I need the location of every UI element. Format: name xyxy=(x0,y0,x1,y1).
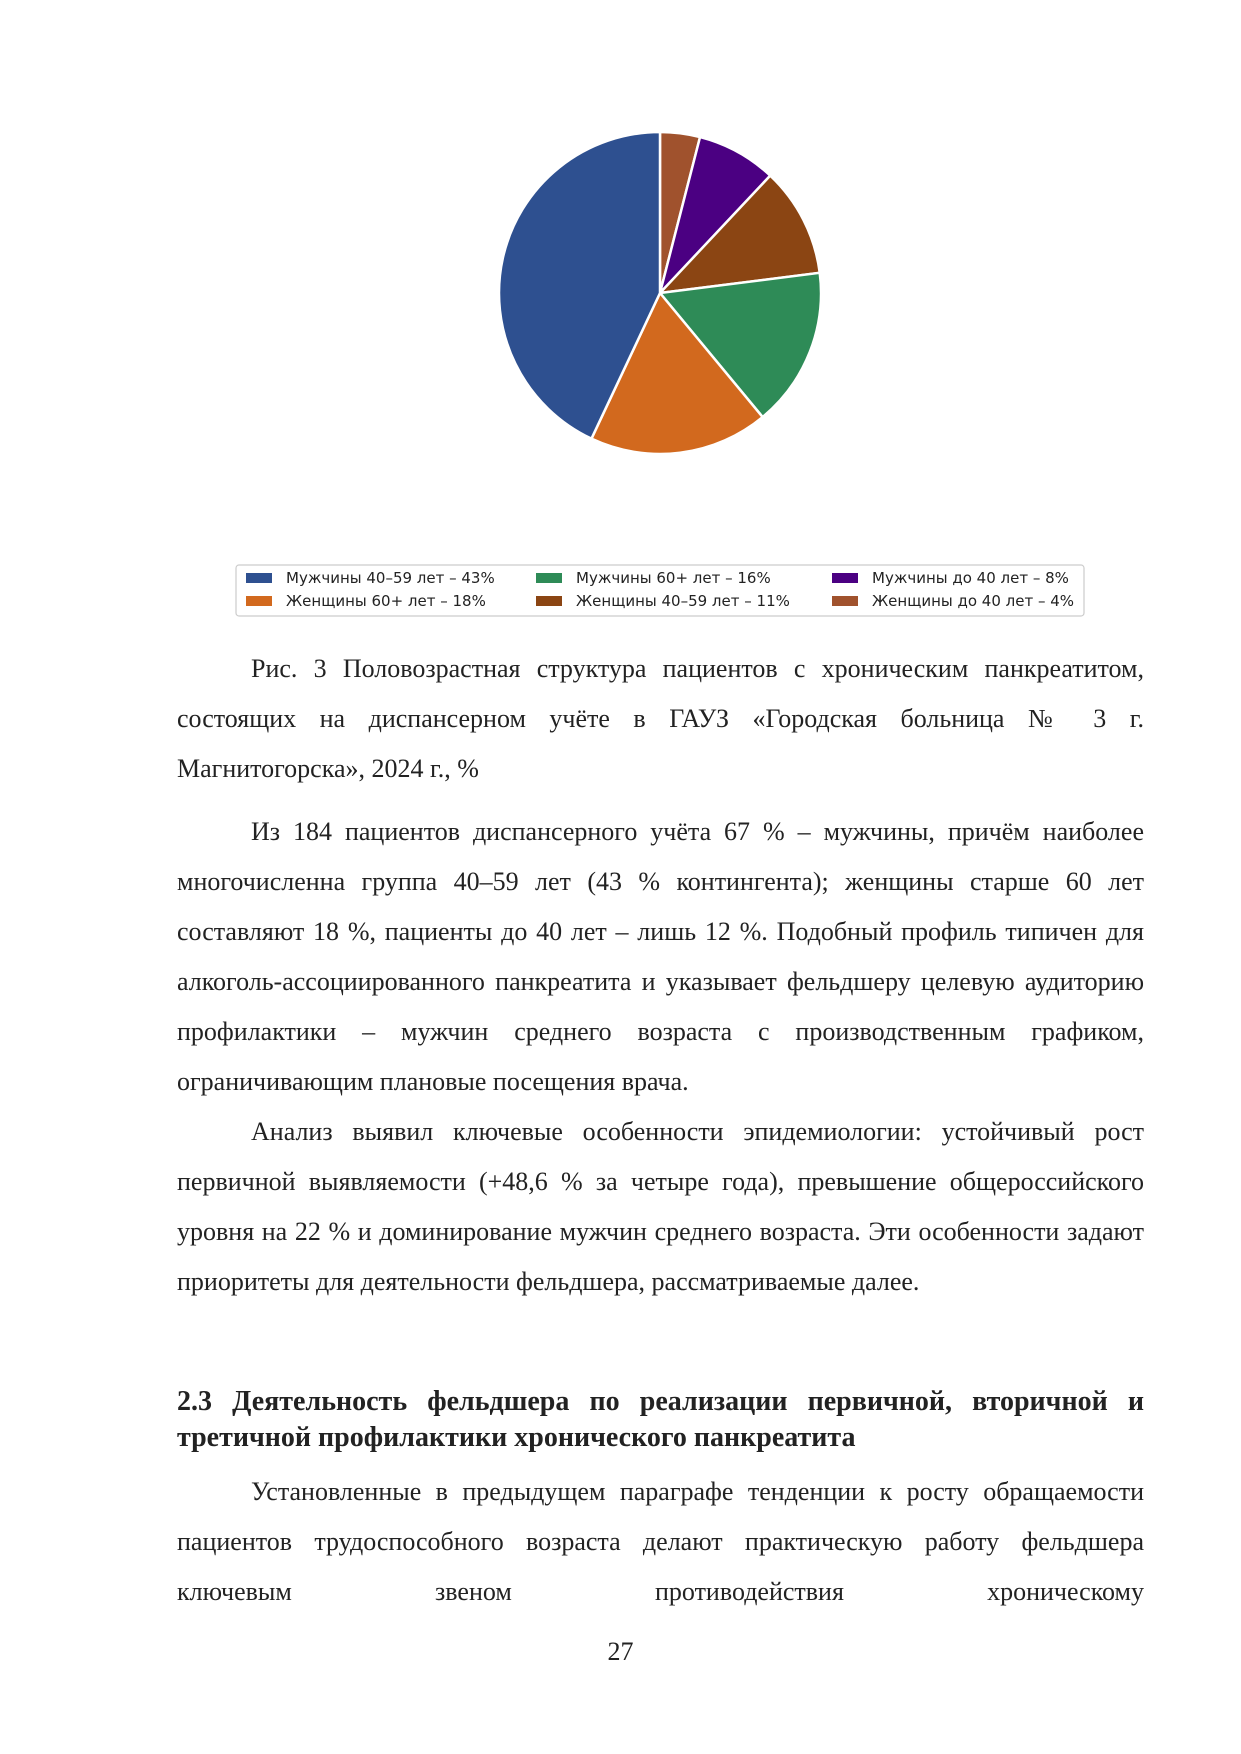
legend-swatch xyxy=(246,596,272,606)
section-paragraph: Установленные в предыдущем параграфе тенденции к росту обращаемости пациентов трудоспособного возраста делают практическую работу фельдшера ключевым звеном противодействия хроническому xyxy=(177,1477,1144,1606)
legend-swatch xyxy=(536,573,562,583)
page-number: 27 xyxy=(607,1637,634,1666)
legend-label: Женщины 60+ лет – 18% xyxy=(286,592,486,610)
paragraph-2-block xyxy=(177,1107,1144,1307)
legend-swatch xyxy=(832,596,858,606)
figure-caption: Рис. 3 Половозрастная структура пациентов с хроническим панкреатитом, состоящих на диспансерном учёте в ГАУЗ «Городская больница № 3 г. Магнитогорска», 2024 г., % xyxy=(177,654,1144,783)
pie-chart xyxy=(0,0,1241,640)
paragraph-2: Анализ выявил ключевые особенности эпидемиологии: устойчивый рост первичной выявляемости (+48,6 % за четыре года), превышение общероссийского уровня на 22 % и доминирование мужчин среднего возраста. Эти особенности задают приоритеты для деятельности фельдшера, рассматриваемые далее. xyxy=(177,1117,1144,1296)
legend-label: Мужчины 40–59 лет – 43% xyxy=(286,569,495,587)
legend-swatch xyxy=(536,596,562,606)
paragraph-1: Из 184 пациентов диспансерного учёта 67 % – мужчины, причём наиболее многочисленна группа 40–59 лет (43 % контингента); женщины старше 60 лет составляют 18 %, пациенты до 40 лет – лишь 12 %. Подобный профиль типичен для алкоголь-ассоциированного панкреатита и указывает фельдшеру целевую аудиторию профилактики – мужчин среднего возраста с производственным графиком, ограничивающим плановые посещения врача. xyxy=(177,817,1144,1096)
paragraph-1-block xyxy=(177,807,1144,1107)
legend-swatch xyxy=(832,573,858,583)
figure-caption-block xyxy=(177,644,1144,794)
legend-label: Женщины 40–59 лет – 11% xyxy=(576,592,790,610)
legend-swatch xyxy=(246,573,272,583)
section-heading: 2.3 Деятельность фельдшера по реализации первичной, вторичной и третичной профилактики хронического панкреатита xyxy=(177,1386,1144,1453)
legend-label: Мужчины 60+ лет – 16% xyxy=(576,569,771,587)
chart-legend xyxy=(236,565,1084,616)
legend-label: Мужчины до 40 лет – 8% xyxy=(872,569,1069,587)
section-paragraph-block xyxy=(177,1467,1144,1617)
legend-label: Женщины до 40 лет – 4% xyxy=(872,592,1075,610)
pie-slices xyxy=(499,132,821,454)
